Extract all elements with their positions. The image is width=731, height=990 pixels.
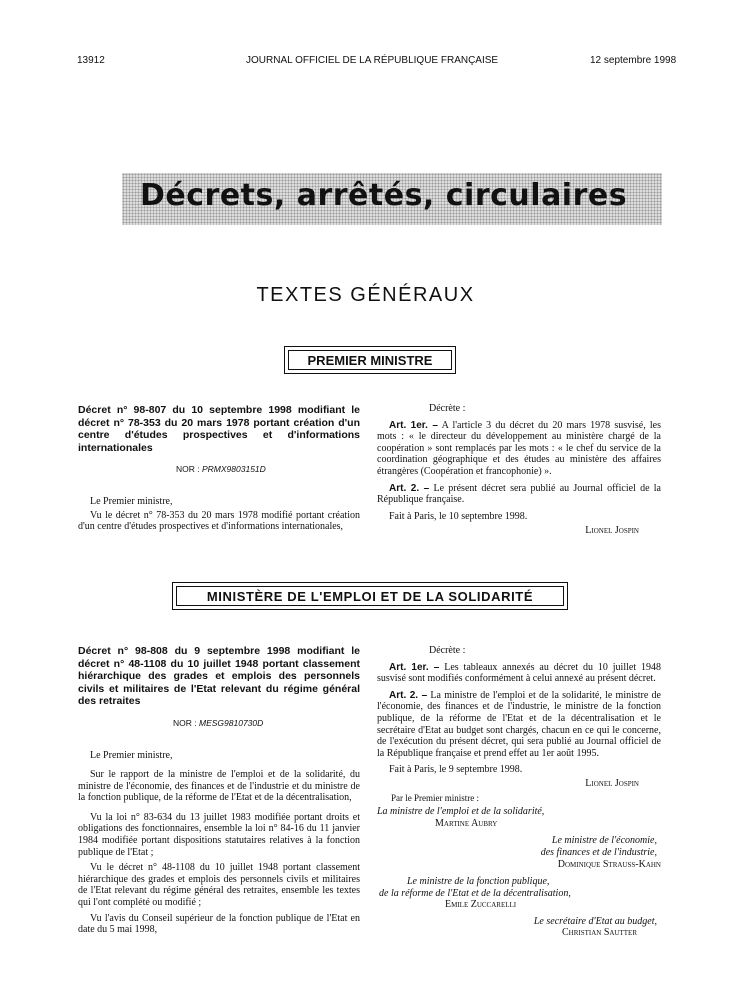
article-text: Le présent décret sera publié au Journal officiel de la République française. — [377, 482, 661, 506]
issue-date: 12 septembre 1998 — [590, 55, 677, 66]
decree-2-visa-2: Vu le décret n° 48-1108 du 10 juillet 1948 portant classement hiérarchique des grades et emplois des personnels civils et militaires de l'Etat relevant du régime général des retraites, ensemble les textes qui l'ont complété ou modifié ; — [78, 862, 360, 909]
decree-2-visa-3: Vu l'avis du Conseil supérieur de la fonction publique de l'Etat en date du 5 mai 1998, — [78, 912, 360, 936]
cosigner-2-role-a: Le ministre de l'économie, — [551, 835, 657, 847]
decree-1-place-date: Fait à Paris, le 10 septembre 1998. — [389, 510, 528, 522]
cosigner-2-name: Dominique Strauss-Kahn — [557, 858, 661, 870]
decree-2-rapport: Sur le rapport de la ministre de l'emploi et de la solidarité, du ministre de l'économie, des finances et de l'industrie et du ministre de la fonction publique, de la réforme de l'Etat et de la décentralisation, — [78, 769, 360, 804]
decree-2-intro: Le Premier ministre, — [90, 749, 173, 761]
ministry-name: PREMIER MINISTRE — [307, 353, 433, 368]
cosigner-3-role-b: de la réforme de l'Etat et de la décentralisation, — [379, 887, 571, 899]
decree-2-decrete: Décrète : — [429, 645, 466, 656]
decree-1-article-1 — [377, 420, 661, 478]
decree-2-article-1 — [377, 662, 661, 685]
cosigner-2-role-b: des finances et de l'industrie, — [540, 846, 657, 858]
nor-label: NOR : — [173, 717, 197, 728]
decree-2-place-date: Fait à Paris, le 9 septembre 1998. — [389, 764, 523, 776]
cosigner-4-name: Christian Sautter — [561, 927, 637, 939]
article-text: A l'article 3 du décret du 20 mars 1978 susvisé, les mots : « le directeur du développement au ministère chargé de la coopération » sont remplacés par les mots : « le chef du service de la coordination géographique et des études au ministère des affaires étrangères (Coopération et francophonie) ». — [377, 419, 662, 477]
decree-2-nor — [78, 718, 360, 728]
cosigner-1-name: Martine Aubry — [435, 817, 498, 829]
article-label: Art. 1er. – — [389, 419, 438, 431]
decree-1-nor — [78, 464, 360, 474]
decree-2-right-column — [377, 645, 661, 939]
cosigner-4-role: Le secrétaire d'Etat au budget, — [533, 915, 657, 927]
article-label: Art. 2. – — [389, 689, 428, 701]
decree-1-article-2 — [377, 483, 661, 506]
decree-1-intro: Le Premier ministre, — [90, 496, 173, 507]
nor-code: MESG9810730D — [199, 717, 264, 728]
decree-2-signature: Lionel Jospin — [585, 777, 639, 789]
cosigner-1-role: La ministre de l'emploi et de la solidarité, — [377, 806, 545, 818]
decree-2-article-2 — [377, 690, 661, 760]
decree-1-decrete: Décrète : — [429, 403, 466, 414]
cosigner-3-name: Emile Zuccarelli — [445, 899, 517, 911]
cosigner-3-role-a: Le ministre de la fonction publique, — [407, 876, 550, 888]
decree-1-visa: Vu le décret n° 78-353 du 20 mars 1978 modifié portant création d'un centre d'études prospectives et d'informations internationales, — [78, 509, 360, 533]
nor-code: PRMX9803151D — [202, 464, 266, 474]
page-number: 13912 — [77, 55, 105, 66]
banner-title: Décrets, arrêtés, circulaires — [140, 178, 628, 213]
article-label: Art. 2. – — [389, 482, 430, 494]
decree-1-signature: Lionel Jospin — [585, 525, 639, 537]
ministry-box-premier-ministre — [284, 346, 456, 374]
decree-2-visa-1: Vu la loi n° 83-634 du 13 juillet 1983 modifiée portant droits et obligations des fonctionnaires, ensemble la loi n° 84-16 du 11 janvier 1984 modifiée portant dispositions statutaires relatives à la fonction publique de l'Etat ; — [78, 811, 360, 858]
ministry-name: MINISTÈRE DE L'EMPLOI ET DE LA SOLIDARITÉ — [206, 589, 534, 604]
decree-1-left-column — [78, 404, 360, 533]
par-le-premier-ministre: Par le Premier ministre : — [391, 792, 479, 803]
ministry-box-emploi-solidarite — [172, 582, 568, 610]
article-text: Les tableaux annexés au décret du 10 juillet 1948 susvisé sont modifiés conformément à celui annexé au présent décret. — [377, 661, 661, 685]
decree-1-right-column — [377, 403, 661, 537]
decree-2-left-column — [78, 645, 360, 936]
article-text: La ministre de l'emploi et de la solidarité, le ministre de l'économie, des finances et de l'industrie, le ministre de la fonction publique, de la réforme de l'Etat et de la décentralisation et le secrétaire d'Etat au budget sont chargés, chacun en ce qui le concerne, de l'exécution du présent décret, qui sera publié au Journal officiel de la République française et prend effet au 1er août 1995. — [377, 689, 661, 759]
article-label: Art. 1er. – — [389, 661, 440, 673]
decree-2-title: Décret n° 98-808 du 9 septembre 1998 modifiant le décret n° 48-1108 du 10 juillet 1948 portant classement hiérarchique des grades et emplois des personnels civils et militaires de l'Etat relevant du régime général des retraites — [78, 645, 360, 707]
decree-1-title: Décret n° 98-807 du 10 septembre 1998 modifiant le décret n° 78-353 du 20 mars 1978 portant création d'un centre d'études prospectives et d'informations internationales — [78, 404, 360, 454]
nor-label: NOR : — [176, 464, 200, 474]
journal-title: JOURNAL OFFICIEL DE LA RÉPUBLIQUE FRANÇAISE — [246, 55, 499, 66]
section-title: TEXTES GÉNÉRAUX — [256, 284, 475, 306]
